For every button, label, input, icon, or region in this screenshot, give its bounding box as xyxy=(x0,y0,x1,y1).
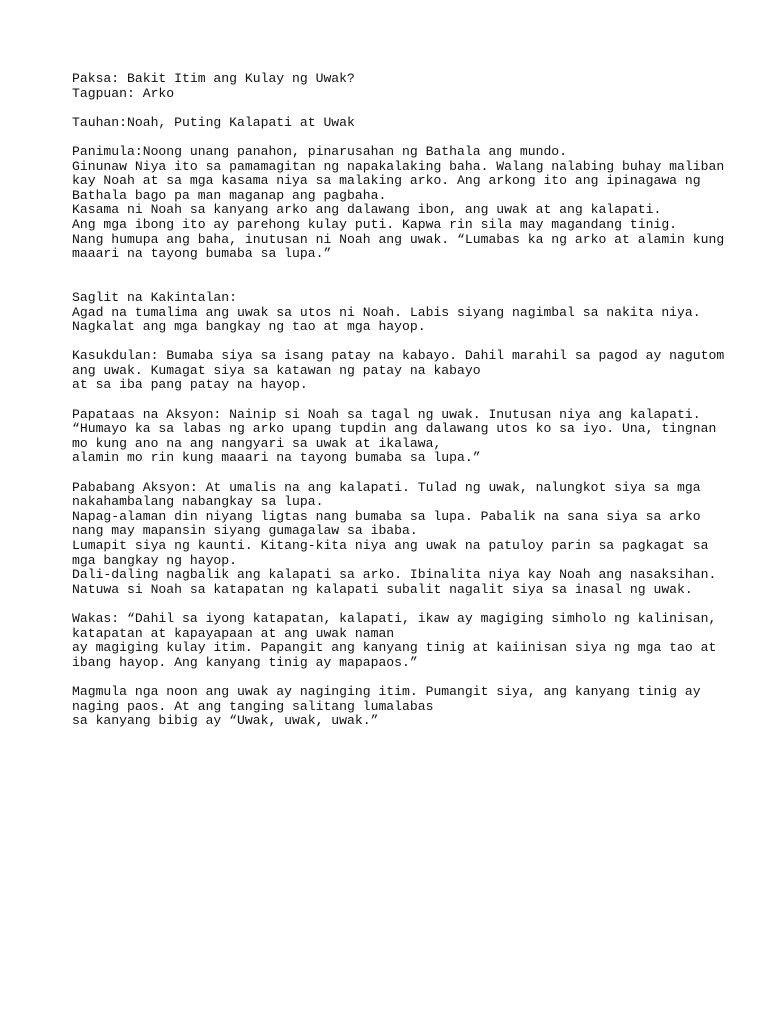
paragraph-conclusion xyxy=(72,685,712,729)
text-line: Lumapit siya ng kaunti. Kitang-kita niya ang uwak na patuloy parin sa pagkagat sa xyxy=(72,538,709,553)
paragraph-falling-action xyxy=(72,479,717,598)
text-line: ay magiging kulay itim. Papangit ang kanyang tinig at kaiinisan siya ng mga tao at xyxy=(72,640,717,656)
text-line: nakahambalang nabangkay sa lupa. xyxy=(72,494,324,510)
text-line: mga bangkay ng hayop. xyxy=(72,552,238,568)
text-line: ibang hayop. Ang kanyang tinig ay mapapaos.” xyxy=(72,654,418,670)
paragraph-rising-moment xyxy=(72,291,712,335)
text-line: Dali-daling nagbalik ang kalapati sa arko. Ibinalita niya kay Noah ang nasaksihan. xyxy=(72,567,717,583)
paragraph-ending xyxy=(72,610,717,670)
text-line: katapatan at kapayapaan at ang uwak naman xyxy=(72,625,395,641)
text-line: mo kung ano na ang nangyari sa uwak at ikalawa, xyxy=(72,435,442,451)
text-line: Kasama ni Noah sa kanyang arko ang dalawang ibon, ang uwak at ang kalapati. xyxy=(72,202,662,218)
document-page xyxy=(72,71,725,743)
text-line: Natuwa si Noah sa katapatan ng kalapati subalit nagalit siya sa inasal ng uwak. xyxy=(72,581,693,597)
text-line: Saglit na Kakintalan: xyxy=(72,289,238,305)
text-line: Ginunaw Niya ito sa pamamagitan ng napakalaking baha. Walang nalabing buhay maliban xyxy=(72,158,725,174)
text-line: “Humayo ka sa labas ng arko upang tupdin ang dalawang utos ko sa iyo. Una, tingnan xyxy=(72,421,717,437)
paragraph-climax xyxy=(72,348,725,393)
text-line: Ang mga ibong ito ay parehong kulay puti. Kapwa rin sila may magandang tinig. xyxy=(72,216,678,232)
text-line: Paksa: Bakit Itim ang Kulay ng Uwak? xyxy=(72,71,355,86)
text-line: Nang humupa ang baha, inutusan ni Noah ang uwak. “Lumabas ka ng arko at alamin kung xyxy=(72,231,725,247)
text-line: nang may mapansin siyang gumagalaw sa ibaba. xyxy=(72,523,418,539)
text-line: Kasukdulan: Bumaba siya sa isang patay na kabayo. Dahil marahil sa pagod ay nagutom xyxy=(72,348,725,364)
text-line: Agad na tumalima ang uwak sa utos ni Noah. Labis siyang nagimbal sa nakita niya. xyxy=(72,304,701,320)
text-line: Napag-alaman din niyang ligtas nang bumaba sa lupa. Pabalik na sana siya sa arko xyxy=(72,508,701,524)
paragraph-introduction xyxy=(72,143,725,262)
text-line: kay Noah at sa mga kasama niya sa malaking arko. Ang arkong ito ang ipinagawa ng xyxy=(72,173,701,189)
text-line: maaari na tayong bumaba sa lupa.” xyxy=(72,246,332,262)
text-line: Tagpuan: Arko xyxy=(72,85,175,101)
text-line: Pababang Aksyon: At umalis na ang kalapati. Tulad ng uwak, nalungkot siya sa mga xyxy=(72,479,701,495)
text-line: naging paos. At ang tanging salitang lumalabas xyxy=(72,698,434,714)
text-line: ang uwak. Kumagat siya sa katawan ng patay na kabayo xyxy=(72,362,481,378)
paragraph-characters xyxy=(72,116,712,131)
paragraph-rising-action xyxy=(72,406,717,466)
text-line: Panimula:Noong unang panahon, pinarusahan ng Bathala ang mundo. xyxy=(72,143,568,159)
text-line: at sa iba pang patay na hayop. xyxy=(72,377,308,393)
text-line: Nagkalat ang mga bangkay ng tao at mga hayop. xyxy=(72,319,426,335)
text-line: sa kanyang bibig ay “Uwak, uwak, uwak.” xyxy=(72,713,379,729)
text-line: alamin mo rin kung maaari na tayong bumaba sa lupa.” xyxy=(72,450,481,466)
text-line: Magmula nga noon ang uwak ay naginging itim. Pumangit siya, ang kanyang tinig ay xyxy=(72,683,701,699)
text-line: Tauhan:Noah, Puting Kalapati at Uwak xyxy=(72,114,355,130)
paragraph-topic-setting xyxy=(72,72,712,101)
text-line: Wakas: “Dahil sa iyong katapatan, kalapati, ikaw ay magiging simholo ng kalinisan, xyxy=(72,610,717,626)
text-line: Bathala bago pa man maganap ang pagbaha. xyxy=(72,187,387,203)
text-line: Papataas na Aksyon: Nainip si Noah sa tagal ng uwak. Inutusan niya ang kalapati. xyxy=(72,406,701,422)
